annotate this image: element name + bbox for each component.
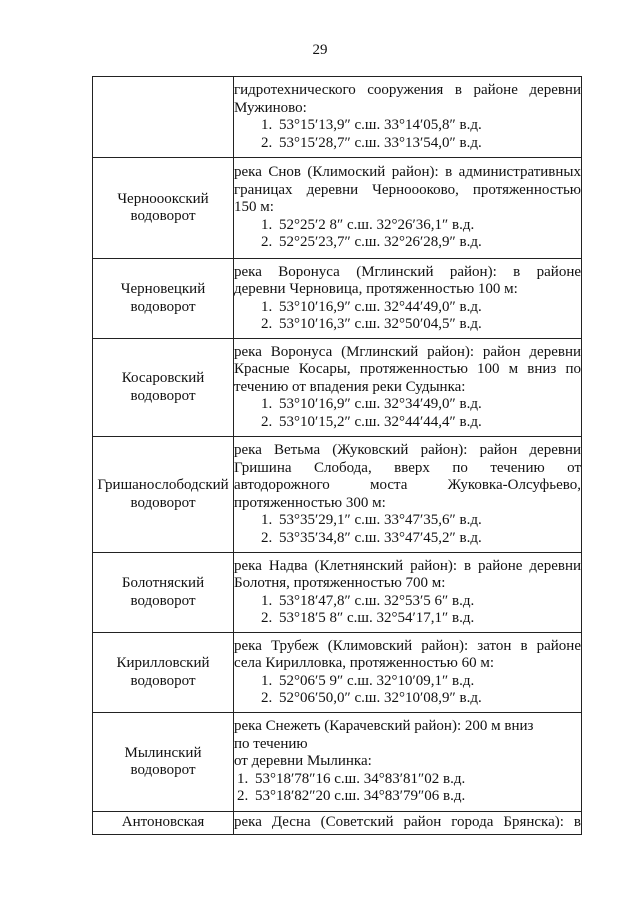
table-row	[93, 713, 582, 812]
object-name: Гришанослободский	[97, 477, 229, 493]
description-line: границах деревни Черноооково, протяженностью	[234, 181, 581, 198]
object-name-cell	[93, 633, 234, 713]
coordinates-list	[234, 117, 581, 152]
description-line: река Ветьма (Жуковский район): район деревни	[234, 442, 581, 458]
description-cell	[234, 77, 582, 158]
description-line: села Кирилловка, протяженностью 60 м:	[234, 655, 494, 671]
description-cell	[234, 713, 582, 812]
table-row	[93, 77, 582, 158]
object-name: Чернооокский	[117, 190, 209, 207]
object-type: водоворот	[130, 592, 196, 609]
object-type: водоворот	[130, 494, 196, 511]
object-name-cell	[93, 339, 234, 437]
description-line: течению от впадения реки Судынка:	[234, 378, 466, 395]
coordinates-list	[234, 771, 581, 806]
coordinates-list	[234, 217, 581, 252]
object-name-cell	[93, 259, 234, 339]
coordinate-item: 2. 52°06′50,0″ с.ш. 32°10′08,9″ в.д.	[261, 690, 482, 706]
object-name-cell	[93, 158, 234, 259]
page-number: 29	[312, 42, 328, 58]
coordinate-item: 1. 53°15′13,9″ с.ш. 33°14′05,8″ в.д.	[261, 117, 482, 133]
coordinates-list	[234, 512, 581, 547]
description-line: река Десна (Советский район города Брянска): в	[234, 814, 581, 831]
table-row	[93, 339, 582, 437]
object-name-cell	[93, 553, 234, 633]
coordinates-list	[234, 673, 581, 708]
description-line: 150 м:	[234, 199, 274, 216]
object-name-cell	[93, 713, 234, 812]
coordinate-item: 1. 53°10′16,9″ с.ш. 32°44′49,0″ в.д.	[261, 298, 482, 315]
description-cell	[234, 553, 582, 633]
table-row	[93, 633, 582, 713]
description-line: деревни Черновица, протяженностью 100 м:	[234, 281, 518, 297]
coordinate-item: 2. 53°10′16,3″ с.ш. 32°50′04,5″ в.д.	[261, 316, 482, 332]
coordinate-item: 1. 52°25′2 8″ с.ш. 32°26′36,1″ в.д.	[261, 216, 475, 233]
description-cell	[234, 158, 582, 259]
coordinate-item: 2. 53°35′34,8″ с.ш. 33°47′45,2″ в.д.	[261, 529, 482, 546]
table-row	[93, 437, 582, 553]
object-name-cell	[93, 812, 234, 835]
object-name: Косаровский	[121, 370, 205, 386]
object-type: водоворот	[130, 208, 196, 224]
description-line: автодорожного моста Жуковка-Олсуфьево,	[234, 477, 581, 493]
coordinate-item: 2. 53°18′82″20 с.ш. 34°83′79″06 в.д.	[237, 788, 466, 805]
object-name: Антоновская	[121, 814, 205, 831]
whirlpool-table	[92, 76, 582, 835]
object-type: водоворот	[130, 387, 196, 404]
coordinate-item: 2. 53°15′28,7″ с.ш. 33°13′54,0″ в.д.	[261, 134, 482, 151]
object-type: водоворот	[130, 298, 196, 315]
coordinates-list	[234, 299, 581, 334]
coordinates-list	[234, 396, 581, 431]
description-line: Болотня, протяженностью 700 м:	[234, 575, 446, 591]
description-line: протяженностью 300 м:	[234, 494, 386, 511]
coordinate-item: 2. 52°25′23,7″ с.ш. 32°26′28,9″ в.д.	[261, 234, 482, 251]
object-name: Кирилловский	[116, 655, 210, 671]
description-cell	[234, 339, 582, 437]
coordinate-item: 2. 53°10′15,2″ с.ш. 32°44′44,4″ в.д.	[261, 413, 482, 430]
coordinates-list	[234, 593, 581, 628]
object-type: водоворот	[130, 762, 196, 778]
coordinate-item: 1. 53°18′47,8″ с.ш. 32°53′5 6″ в.д.	[261, 592, 475, 609]
description-line: река Надва (Клетнянский район): в районе деревни	[234, 557, 581, 574]
coordinate-item: 1. 52°06′5 9″ с.ш. 32°10′09,1″ в.д.	[261, 672, 475, 689]
object-name: Болотняский	[121, 575, 205, 591]
description-line: река Воронуса (Мглинский район): в районе	[234, 263, 581, 280]
description-line: река Трубеж (Климовский район): затон в районе	[234, 637, 581, 654]
description-cell	[234, 259, 582, 339]
description-cell	[234, 812, 582, 835]
object-name: Черновецкий	[120, 281, 206, 297]
description-line: река Воронуса (Мглинский район): район деревни	[234, 343, 581, 360]
object-type: водоворот	[130, 672, 196, 689]
object-name-cell	[93, 437, 234, 553]
description-line: Красные Косары, протяженностью 100 м вниз по	[234, 361, 581, 378]
object-name: Мылинский	[124, 744, 202, 761]
description-line: по течению	[234, 735, 308, 752]
description-line: от деревни Мылинка:	[234, 753, 372, 770]
table-row	[93, 553, 582, 633]
object-name-cell	[93, 77, 234, 158]
description-line: река Снежеть (Карачевский район): 200 м вниз	[234, 718, 534, 735]
description-line: Гришина Слобода, вверх по течению от	[234, 459, 581, 476]
coordinate-item: 1. 53°10′16,9″ с.ш. 32°34′49,0″ в.д.	[261, 396, 482, 413]
coordinate-item: 2. 53°18′5 8″ с.ш. 32°54′17,1″ в.д.	[261, 610, 475, 626]
description-line: река Снов (Климоский район): в административных	[234, 164, 581, 181]
table-row	[93, 158, 582, 259]
coordinate-item: 1. 53°35′29,1″ с.ш. 33°47′35,6″ в.д.	[261, 512, 482, 528]
coordinate-item: 1. 53°18′78″16 с.ш. 34°83′81″02 в.д.	[237, 770, 466, 787]
description-cell	[234, 437, 582, 553]
table-row	[93, 812, 582, 835]
table-row	[93, 259, 582, 339]
description-cell	[234, 633, 582, 713]
description-line: Мужиново:	[234, 99, 307, 116]
description-line: гидротехнического сооружения в районе деревни	[234, 82, 581, 98]
